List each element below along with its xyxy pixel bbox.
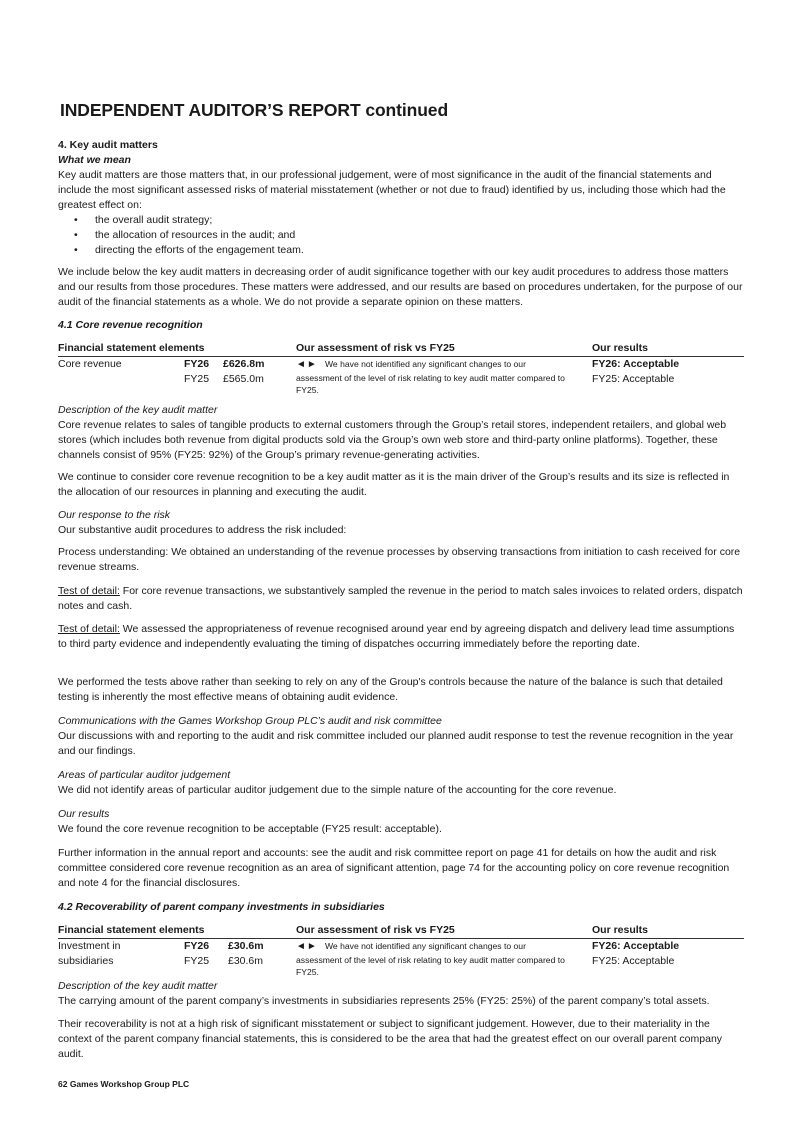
- section-heading: 4. Key audit matters: [58, 139, 158, 151]
- subheading: Areas of particular auditor judgement: [58, 769, 231, 781]
- year-label: FY26: [184, 940, 210, 952]
- paragraph: Core revenue relates to sales of tangible products to external customers through the Group’s retail stores, independent retailers, and global web stores (which includes both revenue from digital products sold via the Group’s own web store and third-party online platforms). Together, these channels consist of 95% (FY25: 92%) of the Group’s primary revenue-generating activities.: [58, 419, 727, 461]
- year-label: FY26: [184, 358, 210, 370]
- list-item: • directing the efforts of the engagement team.: [95, 243, 744, 258]
- paragraph: Test of detail: We assessed the appropriateness of revenue recognised around year end by agreeing dispatch and delivery lead time assumptions to third party evidence and independently evaluating the timing of dispatches occurring immediately before the reporting date.: [58, 623, 735, 650]
- unchanged-risk-icon: ◄►: [296, 941, 318, 952]
- paragraph: We continue to consider core revenue recognition to be a key audit matter as it is the main driver of the Group’s results and its size is reflected in the allocation of our resources in planning and executing the audit.: [58, 471, 730, 498]
- paragraph: Test of detail: For core revenue transactions, we substantively sampled the revenue in the period to match sales invoices to related orders, dispatch notes and cash.: [58, 585, 743, 612]
- risk-table: [58, 923, 744, 981]
- page-title: INDEPENDENT AUDITOR’S REPORT continued: [60, 100, 449, 120]
- assessment-text: ◄► We have not identified any significant changes to our assessment of the level of risk relating to key audit matter compared to FY25.: [296, 941, 565, 977]
- year-label: FY25: [184, 373, 210, 385]
- paragraph: We include below the key audit matters in decreasing order of audit significance together with our key audit procedures to address those matters and our results from those procedures. These matters were addressed, and our results are based on procedures undertaken, for the purpose of our audit of the financial statements as a whole. We do not provide a separate opinion on these matters.: [58, 266, 743, 308]
- paragraph: We found the core revenue recognition to be acceptable (FY25 result: acceptable).: [58, 823, 442, 835]
- amount-value: £30.6m: [228, 955, 264, 967]
- amount-value: £565.0m: [223, 373, 264, 385]
- paragraph: Process understanding: We obtained an understanding of the revenue processes by observing transactions from initiation to cash received for core revenue streams.: [58, 546, 741, 573]
- column-header: Our results: [592, 924, 649, 936]
- result-current: FY26: Acceptable: [592, 940, 680, 952]
- paragraph: The carrying amount of the parent company’s investments in subsidiaries represents 25% (FY25: 25%) of the parent company’s total assets.: [58, 995, 710, 1007]
- response-block: [58, 508, 744, 538]
- description-block: [58, 403, 744, 463]
- column-header: Financial statement elements: [58, 342, 205, 354]
- result-current: FY26: Acceptable: [592, 358, 680, 370]
- result-prior: FY25: Acceptable: [592, 955, 675, 967]
- description-block: [58, 979, 744, 1009]
- paragraph: We performed the tests above rather than seeking to rely on any of the Group's controls because the nature of the balance is such that detailed testing is inherently the most effective means of obtaining audit evidence.: [58, 676, 723, 703]
- subheading: What we mean: [58, 154, 131, 166]
- test-of-detail-label: Test of detail:: [58, 623, 120, 635]
- paragraph: Our discussions with and reporting to the audit and risk committee included our planned audit response to test the revenue recognition in the year and our findings.: [58, 730, 734, 757]
- column-header: Our assessment of risk vs FY25: [296, 342, 455, 354]
- list-item: • the overall audit strategy;: [95, 213, 744, 228]
- year-label: FY25: [184, 955, 210, 967]
- test-of-detail-label: Test of detail:: [58, 585, 120, 597]
- section-heading: 4.1 Core revenue recognition: [58, 319, 203, 331]
- subheading: Communications with the Games Workshop Group PLC’s audit and risk committee: [58, 715, 442, 727]
- paragraph: Key audit matters are those matters that, in our professional judgement, were of most significance in the audit of the financial statements and include the most significant assessed risks of material misstatement (whether or not due to fraud) identified by us, including those which had the greatest effect on:: [58, 169, 726, 211]
- paragraph: We did not identify areas of particular auditor judgement due to the simple nature of the accounting for the core revenue.: [58, 784, 617, 796]
- column-header: Financial statement elements: [58, 924, 205, 936]
- bullet-list: [58, 213, 744, 258]
- amount-value: £30.6m: [228, 940, 264, 952]
- paragraph: Their recoverability is not at a high risk of significant misstatement or subject to significant judgement. However, due to their materiality in the context of the parent company financial statements, this is considered to be the area that had the greatest effect on our overall parent company audit.: [58, 1018, 723, 1060]
- results-block: [58, 807, 744, 837]
- amount-value: £626.8m: [223, 358, 265, 370]
- paragraph: Our substantive audit procedures to address the risk included:: [58, 524, 347, 536]
- section-4: [58, 138, 744, 258]
- risk-table: [58, 341, 744, 401]
- assessment-text: ◄► We have not identified any significant changes to our assessment of the level of risk relating to key audit matter compared to FY25.: [296, 359, 565, 395]
- subheading: Our response to the risk: [58, 509, 171, 521]
- communications-block: [58, 714, 744, 759]
- subheading: Our results: [58, 808, 110, 820]
- element-name: Core revenue: [58, 358, 122, 370]
- element-name: Investment in: [58, 940, 121, 952]
- result-prior: FY25: Acceptable: [592, 373, 675, 385]
- subheading: Description of the key audit matter: [58, 404, 218, 416]
- column-header: Our results: [592, 342, 649, 354]
- column-header: Our assessment of risk vs FY25: [296, 924, 455, 936]
- paragraph: Further information in the annual report and accounts: see the audit and risk committee report on page 41 for details on how the audit and risk committee considered core revenue recognition as an area of significant attention, page 74 for the accounting policy on core revenue recognition and note 4 for the financial disclosures.: [58, 847, 730, 889]
- element-name: subsidiaries: [58, 955, 114, 967]
- list-item: • the allocation of resources in the audit; and: [95, 228, 744, 243]
- section-heading: 4.2 Recoverability of parent company investments in subsidiaries: [58, 901, 385, 913]
- areas-block: [58, 768, 744, 798]
- unchanged-risk-icon: ◄►: [296, 359, 318, 370]
- page-footer: 62 Games Workshop Group PLC: [58, 1079, 190, 1089]
- subheading: Description of the key audit matter: [58, 980, 218, 992]
